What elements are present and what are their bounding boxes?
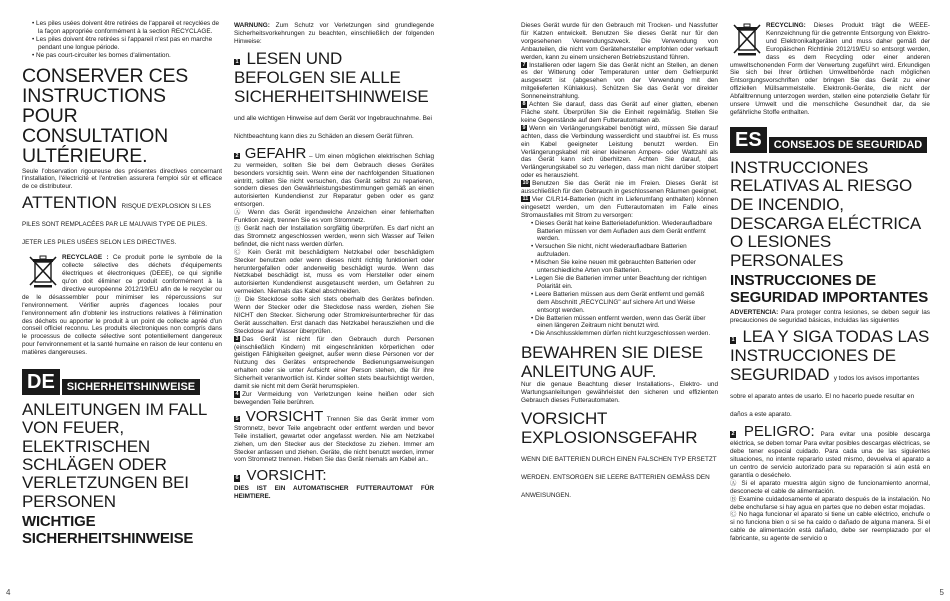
d-icon: Ⓓ: [234, 296, 246, 304]
column-4: [730, 22, 930, 543]
a-icon: Ⓐ: [730, 479, 742, 487]
lea-heading: LEA Y SIGA TODAS LAS INSTRUCCIONES DE SEGURIDAD: [730, 327, 930, 385]
battery-bullet: • Die Anschlussklemmen dürfen nicht kurzgeschlossen werden.: [521, 330, 718, 338]
page-number-left: 4: [6, 588, 11, 597]
gefahr-item-d-text: Die Steckdose sollte sich stets oberhalb des Gerätes befinden. Wenn der Stecker oder die Steckdose nass werden, ziehen Sie NICHT den Stecker. Sicherung oder Stromkreisunterbrecher für das Gerät ausschalten. Erst danach das Netzkabel herausziehen und die Steckdose auf Wasser überprüfen.: [234, 296, 434, 335]
column-3: [521, 22, 718, 502]
attention-text: RISQUE D'EXPLOSION SI LES PILES SONT REMPLACÉES PAR LE MAUVAIS TYPE DE PILES. JETER LES PILES USÉES SELON LES DIRECTIVES.: [22, 203, 211, 247]
battery-bullet: • Ne pas court-circuiter les bornes d'alimentation.: [22, 52, 222, 60]
de-label: SICHERHEITSHINWEISE: [62, 379, 200, 395]
step-10: [521, 180, 718, 196]
crossed-bin-icon: [28, 254, 58, 288]
step-number: 1: [235, 58, 239, 65]
step-8-text: Achten Sie darauf, dass das Gerät auf einer glatten, ebenen Fläche steht. Überprüfen Sie die Einheit regelmäßig. Stellen Sie keine Gegenstände auf dem Futterautomaten ab.: [521, 101, 718, 124]
step-4: [234, 391, 434, 407]
de-code: DE: [22, 369, 60, 395]
step-number: 1: [731, 337, 735, 344]
step-11: [521, 196, 718, 220]
battery-bullet: • Les piles usées doivent être retirées de l'appareil et recyclées de la façon appropriée conformément à la section RECYCLAGE.: [22, 20, 222, 36]
gefahr-item-d: [234, 296, 434, 336]
conserver-paragraph: Seule l'observation rigoureuse des présentes directives concernant l'installation, l'électricité et l'entretien assurera l'emploi sûr et efficace de ce distributeur.: [22, 167, 222, 191]
recyclage-text: Ce produit porte le symbole de la collecte sélective des déchets d'équipements électriques et électroniques (DEEE), ce qui signifie qu'on doit éliminer ce produit conformément à la directive européenne 2012/19/EU afin de le recycler ou de le désassembler pour minimiser les répercussions sur l'environnement. Vérifier auprès d'agences locales pour l'environnement afin d'obtenir les instructions relatives à l'élimination des déchets ou apporter le produit à un point de collecte agréé d'un conseil officiel reconnu. Les produits électroniques non compris dans le processus de collecte sélective sont potentiellement dangereux pour l'environnement et la santé humaine en raison de leur contenu en matières dangereuses.: [22, 254, 222, 357]
gefahr-heading: GEFAHR: [244, 144, 307, 162]
step-number: 10: [522, 180, 529, 187]
peligro-item-a: [730, 480, 930, 496]
battery-bullet: • Versuchen Sie nicht, nicht wiederaufladbare Batterien aufzuladen.: [521, 243, 718, 259]
bewahren-text: Nur die genaue Beachtung dieser Installations-, Elektro- und Wartungsanleitungen gewährleistet den sicheren und effizienten Gebrauch dieses Futterautomaten.: [521, 381, 718, 405]
battery-bullet: • Leere Batterien müssen aus dem Gerät entfernt und gemäß dem Abschnitt „RECYCLING" auf sichere Art und Weise entsorgt werden.: [521, 291, 718, 315]
step-5: [234, 409, 434, 465]
gefahr-item-b: [234, 225, 434, 249]
step-10-text: Benutzen Sie das Gerät nie im Freien. Dieses Gerät ist ausschließlich für den Gebrauch in geschlossenen Räumen geeignet.: [521, 180, 718, 196]
recyclage-label: RECYCLAGE :: [62, 254, 109, 262]
es-section-bar: [730, 127, 930, 153]
advertencia-label: ADVERTENCIA:: [730, 309, 779, 317]
peligro-item-c-text: No haga funcionar el aparato si tiene un cable eléctrico, enchufe o si no funciona bien o si se ha caído o dañado de alguna manera. Si el cable de alimentación está dañado, debe ser reemplazado por el fabricante, su agente de servicio o: [730, 511, 930, 543]
es-code: ES: [730, 127, 767, 153]
es-step-2: [730, 424, 930, 480]
attention-word: ATTENTION: [22, 193, 118, 213]
gefahr-text: – Um einen möglichen elektrischen Schlag zu vermeiden, sollten Sie bei dem Gebrauch dieses Gerätes besonders vorsichtig sein. Wenn eine der nachfolgenden Situationen eintritt, sollten Sie nicht versuchen, das Gerät selbst zu reparieren, sondern dieses den Gewährleistungsbestimmungen gemäß an einen autorisierten Kundendienst zur Reparatur geben oder es ganz entsorgen.: [234, 152, 434, 209]
step-4-text: Zur Vermeidung von Verletzungen keine heißen oder sich bewegenden Teile berühren.: [234, 391, 434, 406]
explosion-block: [521, 410, 718, 502]
step-number: 4: [235, 391, 239, 397]
b-icon: Ⓑ: [234, 224, 244, 232]
peligro-item-b-text: Examine cuidadosamente el aparato después de la instalación. No debe enchufarse si hay agua en partes que no deben estar mojadas.: [730, 495, 930, 511]
vorsicht-text: Trennen Sie das Gerät immer vom Stromnetz, bevor Teile angebracht oder entfernt werden und bevor Teile installiert, gewartet oder angefasst werden. Nie am Netzkabel ziehen, um den Stecker aus der Steckdose zu ziehen. Immer am Stecker anfassen und ziehen. Geräte, die nicht benutzt werden, immer vom Stromnetz trennen. Heben Sie das Gerät niemals am Kabel an..: [234, 415, 434, 464]
explosion-heading: VORSICHT EXPLOSIONSGEFAHR: [521, 408, 698, 447]
es-heading: INSTRUCCIONES RELATIVAS AL RIESGO DE INCENDIO, DESCARGA ELÉCTRICA O LESIONES PERSONALES: [730, 157, 921, 270]
peligro-text: Para evitar una posible descarga eléctrica, se deben tomar Para evitar posibles descargas eléctricas, se debe tener especial cuidado. Para cada una de las siguientes situaciones, no intente repararlo usted mismo, devuelva el aparato a un centro de servicio autorizado para su reparación si aún está en garantía o deséchelo.: [730, 431, 930, 479]
es-step-1: [730, 328, 930, 421]
gefahr-item-a-text: Wenn das Gerät irgendwelche Anzeichen einer fehlerhaften Funktion zeigt, trennen Sie es vom Stromnetz.: [234, 209, 434, 225]
battery-bullet: • Dieses Gerät hat keine Batterieladefunktion. Wiederaufladbare Batterien müssen vor dem Aufladen aus dem Gerät entfernt werden.: [521, 220, 718, 244]
gefahr-item-a: [234, 209, 434, 225]
step-number: 2: [731, 431, 735, 438]
step-9-text: Wenn ein Verlängerungskabel benötigt wird, müssen Sie darauf achten, dass die Verbindung wasserdicht und staubfrei ist. Es muss ein Kabel geeigneter Leistung benutzt werden. Ein Verlängerungskabel mit einer kleineren Ampere- oder Wattzahl als das Gerät kann sich überhitzen. Achten Sie darauf, das Verlängerungskabel so zu verlegen, dass man nicht darüber stolpert oder es herauszieht.: [521, 124, 718, 180]
warnung-label: WARNUNG:: [234, 22, 270, 29]
advertencia-text: Para proteger contra lesiones, se deben seguir las precauciones de seguridad básicas, incluidas las siguientes: [730, 309, 930, 325]
battery-bullet: • Legen Sie die Batterien immer unter Beachtung der richtigen Polarität ein.: [521, 275, 718, 291]
vorsicht2-text: DIES IST EIN AUTOMATISCHER FUTTERAUTOMAT FÜR HEIMTIERE.: [234, 485, 434, 501]
vorsicht-heading: VORSICHT: [245, 407, 324, 425]
de-section-bar: [22, 369, 222, 395]
page-number-right: 5: [939, 588, 944, 597]
battery-bullet: • Mischen Sie keine neuen mit gebrauchten Batterien oder unterschiedliche Arten von Batterien.: [521, 259, 718, 275]
lesen-heading: LESEN UND BEFOLGEN SIE ALLE SICHERHEITSHINWEISE: [234, 48, 429, 106]
step-number: 6: [235, 475, 239, 482]
lea-text: y todos los avisos importantes sobre el aparato antes de usarlo. El no hacerlo puede resultar en daños a este aparato.: [730, 375, 920, 419]
es-heading-bold: INSTRUCCIONES DE SEGURIDAD IMPORTANTES: [730, 272, 929, 307]
recyclage-block: [22, 254, 222, 357]
peligro-item-b: [730, 496, 930, 512]
step-3-text: Das Gerät ist nicht für den Gebrauch durch Personen (einschließlich Kindern) mit eingeschränkten körperlichen oder geistigen Fähigkeiten geeignet, außer wenn diese Personen vor der Nutzung des Gerätes entsprechende Bedienungsanweisungen erhalten oder sie unter Aufsicht einer Person stehen, die für ihre Sicherheit verantwortlich ist. Kinder sollten stets beaufsichtigt werden, damit sie nicht mit dem Gerät herumspielen.: [234, 335, 434, 391]
step-11-text: Vier C/LR14-Batterien (nicht im Lieferumfang enthalten) können eingesetzt werden, um den Futterautomaten im Falle eines Stromausfalles mit Strom zu versorgen:: [521, 195, 718, 219]
conserver-heading: CONSERVER CES INSTRUCTIONS POUR CONSULTATION ULTÉRIEURE.: [22, 64, 189, 167]
recycling-block: [730, 22, 930, 117]
step-number: 5: [235, 415, 239, 422]
explosion-text: WENN DIE BATTERIEN DURCH EINEN FALSCHEN TYP ERSETZT WERDEN. ENTSORGEN SIE LEERE BATTERIEN GEMÄSS DEN ANWEISUNGEN.: [521, 455, 717, 499]
step-number: 2: [235, 152, 239, 159]
step-3: [234, 336, 434, 391]
de-heading-bold: WICHTIGE SICHERHEITSHINWEISE: [22, 512, 194, 547]
warnung-text: Zum Schutz vor Verletzungen sind grundlegende Sicherheitsvorkehrungen zu beachten, einschließlich der folgenden Hinweise:: [234, 22, 434, 45]
peligro-heading: PELIGRO:: [743, 423, 815, 441]
step-number: 8: [522, 101, 526, 108]
bewahren-heading: BEWAHREN SIE DIESE ANLEITUNG AUF.: [521, 343, 703, 381]
gefahr-item-c-text: Kein Gerät mit beschädigtem Netzkabel oder beschädigtem Stecker benutzen oder wenn dieses nicht richtig funktioniert oder heruntergefallen oder anderweitig beschädigt wurde. Wenn das Netzkabel beschädigt ist, muss es vom Hersteller oder einem autorisierten Kundendienst ausgetauscht werden, um Gefahren zu vermeiden. Niemals das Kabel abschneiden.: [234, 248, 435, 296]
step-7-text: Installieren oder lagern Sie das Gerät nicht an Stellen, an denen es der Witterung oder Temperaturen unter dem Gefrierpunkt ausgesetzt ist (abgesehen von der Verwendung mit den mitgelieferten Kühlakkus). Schützen Sie das Gerät vor direkter Sonneneinstrahlung.: [521, 61, 718, 101]
step-6: [234, 467, 434, 501]
gefahr-item-c: [234, 249, 434, 296]
crossed-bin-icon: [732, 22, 762, 56]
lesen-text: und alle wichtigen Hinweise auf dem Gerät vor Ingebrauchnahme. Bei Nichtbeachtung kann dies zu Schäden an diesem Gerät führen.: [234, 114, 432, 140]
recycling-label: RECYCLING:: [766, 22, 806, 29]
c-icon: Ⓒ: [730, 511, 739, 519]
gefahr-item-b-text: Gerät nach der Installation sorgfältig überprüfen. Es darf nicht an das Stromnetz angeschlossen werden, wenn sich Wasser auf Teilen befindet, die nicht nass werden dürfen.: [234, 224, 434, 248]
vorsicht2-heading: VORSICHT:: [246, 467, 327, 485]
column-1: [22, 20, 222, 547]
col3-intro: Dieses Gerät wurde für den Gebrauch mit Trocken- und Nassfutter für Katzen entwickelt. Benutzen Sie dieses Gerät nur für den vorgesehenen Verwendungszweck. Die Verwendung von Anbauteilen, die nicht vom Gerätehersteller empfohlen oder verkauft werden, kann zu einem unsicheren Betriebszustand führen.: [521, 22, 718, 61]
b-icon: Ⓑ: [730, 495, 739, 503]
step-7: [521, 62, 718, 102]
c-icon: Ⓒ: [234, 248, 248, 256]
step-number: 3: [235, 335, 239, 342]
step-9: [521, 125, 718, 180]
peligro-item-a-text: Si el aparato muestra algún signo de funcionamiento anormal, desconecte el cable de alimentación.: [730, 479, 930, 495]
peligro-item-c: [730, 511, 930, 543]
recycling-text: Dieses Produkt trägt die WEEE-Kennzeichnung für die getrennte Entsorgung von Elektro- und Elektronikaltgeräten und muss daher gemäß der Europäischen Richtlinie 2012/19/EU so entsorgt werden, dass es dem Recycling oder einer anderen umweltschonenden Form der Verwertung zugeführt wird. Erkundigen Sie sich bei Ihrer örtlichen Umweltbehörde nach möglichen Entsorgungsvorschriften oder bringen Sie das Gerät zu einer offiziellen Müllsammelstelle. Elektronik-Geräte, die nicht der Abfalltrennung unterzogen werden, stellen eine potenzielle Gefahr für unsere Umwelt und die menschliche Gesundheit dar, da sie gefährliche Stoffe enthalten.: [730, 22, 930, 116]
battery-bullet: • Les piles doivent être retirées si l'appareil n'est pas en marche pendant une longue période.: [22, 36, 222, 52]
step-8: [521, 101, 718, 125]
es-label: CONSEJOS DE SEGURIDAD: [769, 137, 928, 153]
step-number: 7: [522, 61, 526, 68]
column-2: [234, 22, 434, 501]
step-number: 9: [522, 124, 526, 131]
de-heading: ANLEITUNGEN IM FALL VON FEUER, ELEKTRISCHEN SCHLÄGEN ODER VERLETZUNGEN BEI PERSONEN: [22, 400, 207, 511]
battery-bullet: • Die Batterien müssen entfernt werden, wenn das Gerät über einen längeren Zeitraum nicht benutzt wird.: [521, 315, 718, 331]
attention-block: [22, 195, 222, 249]
step-number: 11: [522, 195, 529, 202]
a-icon: Ⓐ: [234, 209, 248, 217]
